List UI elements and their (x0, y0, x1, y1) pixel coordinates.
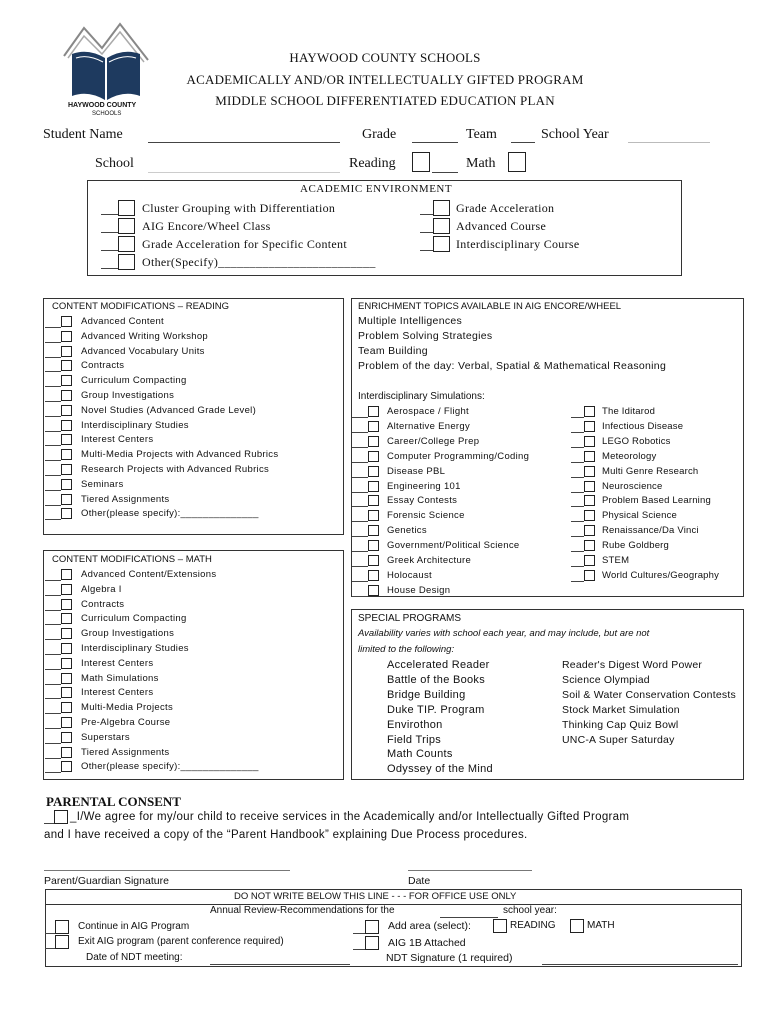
reading-item: Other(please specify):______________ (81, 508, 259, 520)
reading-item-blank[interactable] (45, 416, 61, 417)
math-item-checkbox[interactable] (61, 613, 72, 624)
math-item-checkbox[interactable] (61, 673, 72, 684)
math-item-checkbox[interactable] (61, 628, 72, 639)
simulation-left-blank[interactable] (352, 551, 368, 552)
simulation-left-item: Alternative Energy (387, 420, 471, 432)
simulation-left-item: Forensic Science (387, 510, 465, 522)
simulation-right-blank[interactable] (571, 477, 584, 478)
simulation-left-checkbox[interactable] (368, 451, 379, 462)
simulation-left-blank[interactable] (352, 521, 368, 522)
simulation-right-blank[interactable] (571, 581, 584, 582)
math-label: Math (466, 156, 496, 171)
simulation-left-checkbox[interactable] (368, 495, 379, 506)
math-item: Interdisciplinary Studies (81, 643, 189, 654)
student-name-label: Student Name (43, 127, 123, 142)
academic-right-item: Advanced Course (456, 219, 547, 233)
math-item-checkbox[interactable] (61, 643, 72, 654)
simulation-right-blank[interactable] (571, 447, 584, 448)
simulation-left-blank[interactable] (352, 447, 368, 448)
exit-aig-label: Exit AIG program (parent conference required) (78, 936, 284, 947)
math-item-blank[interactable] (45, 610, 61, 611)
simulation-right-checkbox[interactable] (584, 555, 595, 566)
special-program-right: Soil & Water Conservation Contests (562, 688, 736, 701)
math-item-blank[interactable] (45, 758, 61, 759)
simulation-right-item: The Iditarod (602, 406, 656, 417)
math-item-blank[interactable] (45, 728, 61, 729)
simulation-left-item: Computer Programming/Coding (387, 450, 530, 462)
math-item-blank[interactable] (45, 595, 61, 596)
office-title: DO NOT WRITE BELOW THIS LINE - - - FOR OFFICE USE ONLY (234, 891, 517, 902)
simulation-right-checkbox[interactable] (584, 495, 595, 506)
math-checkbox[interactable] (508, 152, 526, 172)
reading-item-checkbox[interactable] (61, 494, 72, 505)
reading-item: Seminars (81, 478, 124, 490)
simulation-right-item: LEGO Robotics (602, 435, 671, 447)
simulation-left-checkbox[interactable] (368, 406, 379, 417)
grade-label: Grade (362, 127, 397, 142)
add-area-blank[interactable] (353, 933, 365, 934)
add-math-checkbox[interactable] (570, 919, 584, 933)
simulation-left-item: Aerospace / Flight (387, 406, 469, 417)
reading-item-blank[interactable] (45, 431, 61, 432)
add-area-label: Add area (select): (388, 920, 471, 932)
ndt-signature-label: NDT Signature (1 required) (386, 952, 513, 964)
exit-aig-blank[interactable] (45, 948, 55, 949)
simulation-right-blank[interactable] (571, 462, 584, 463)
simulation-right-item: Meteorology (602, 450, 657, 462)
add-reading-checkbox[interactable] (493, 919, 507, 933)
reading-item-checkbox[interactable] (61, 346, 72, 357)
simulation-left-item: Essay Contests (387, 495, 458, 507)
academic-right-blank[interactable] (420, 214, 434, 215)
math-item-blank[interactable] (45, 772, 61, 773)
simulation-left-checkbox[interactable] (368, 570, 379, 581)
simulation-left-item: House Design (387, 584, 451, 596)
academic-right-checkbox[interactable] (433, 218, 450, 234)
reading-label: Reading (349, 156, 396, 171)
reading-item: Research Projects with Advanced Rubrics (81, 464, 270, 475)
enrichment-title: ENRICHMENT TOPICS AVAILABLE IN AIG ENCORE/WHEEL (358, 301, 622, 312)
parent-signature-label: Parent/Guardian Signature (44, 875, 169, 887)
math-title: CONTENT MODIFICATIONS – MATH (52, 554, 212, 565)
simulation-right-item: World Cultures/Geography (602, 569, 720, 581)
reading-item: Advanced Vocabulary Units (81, 345, 205, 357)
annual-review-label: Annual Review-Recommendations for the (210, 905, 395, 916)
simulation-right-blank[interactable] (571, 432, 584, 433)
simulation-right-checkbox[interactable] (584, 421, 595, 432)
math-item: Interest Centers (81, 657, 154, 669)
simulation-right-blank[interactable] (571, 492, 584, 493)
simulation-right-checkbox[interactable] (584, 540, 595, 551)
reading-item-checkbox[interactable] (61, 360, 72, 371)
reading-item: Curriculum Compacting (81, 375, 187, 387)
reading-item-checkbox[interactable] (61, 375, 72, 386)
reading-item-blank[interactable] (45, 327, 61, 328)
simulation-left-item: Government/Political Science (387, 540, 520, 552)
simulation-right-checkbox[interactable] (584, 451, 595, 462)
simulation-right-item: Neuroscience (602, 480, 663, 492)
reading-item-blank[interactable] (45, 386, 61, 387)
special-program-left: Battle of the Books (387, 673, 486, 686)
simulation-right-blank[interactable] (571, 536, 584, 537)
add-math-label: MATH (587, 920, 615, 931)
enrichment-topic: Problem Solving Strategies (358, 330, 493, 342)
reading-item-checkbox[interactable] (61, 508, 72, 519)
enrichment-topic: Multiple Intelligences (358, 315, 463, 327)
math-item-checkbox[interactable] (61, 569, 72, 580)
special-program-right: Science Olympiad (562, 673, 650, 686)
aig1b-blank[interactable] (353, 949, 365, 950)
math-item-blank[interactable] (45, 698, 61, 699)
math-item-checkbox[interactable] (61, 761, 72, 772)
reading-item-blank[interactable] (45, 475, 61, 476)
enrichment-topic: Problem of the day: Verbal, Spatial & Mathematical Reasoning (358, 360, 667, 372)
consent-line-1: _I/We agree for my/our child to receive services in the Academically and/or Intellectually Gifted Program (70, 811, 630, 823)
math-item-checkbox[interactable] (61, 747, 72, 758)
special-program-left: Math Counts (387, 748, 453, 761)
math-item: Superstars (81, 731, 130, 743)
academic-right-blank[interactable] (420, 250, 434, 251)
continue-aig-blank[interactable] (45, 933, 55, 934)
academic-left-checkbox[interactable] (118, 236, 135, 252)
simulation-right-item: Multi Genre Research (602, 465, 699, 477)
special-program-left: Accelerated Reader (387, 659, 490, 671)
math-item: Curriculum Compacting (81, 613, 187, 625)
simulation-right-checkbox[interactable] (584, 510, 595, 521)
academic-left-item: Other(Specify)_________________________ (142, 255, 376, 269)
reading-item-checkbox[interactable] (61, 331, 72, 342)
math-item: Contracts (81, 598, 125, 610)
special-program-left: Odyssey of the Mind (387, 763, 493, 776)
reading-checkbox[interactable] (412, 152, 430, 172)
reading-item: Advanced Writing Workshop (81, 330, 209, 342)
simulation-left-blank[interactable] (352, 462, 368, 463)
reading-item-blank[interactable] (45, 460, 61, 461)
reading-title: CONTENT MODIFICATIONS – READING (52, 301, 229, 312)
team-label: Team (466, 127, 497, 142)
ndt-signature-field[interactable] (542, 964, 738, 965)
special-program-left: Bridge Building (387, 688, 466, 701)
reading-field[interactable] (432, 172, 458, 173)
math-item-blank[interactable] (45, 624, 61, 625)
review-year-field[interactable] (440, 917, 498, 918)
simulation-left-blank[interactable] (352, 506, 368, 507)
reading-item: Tiered Assignments (81, 493, 170, 505)
consent-title: PARENTAL CONSENT (46, 794, 181, 809)
math-item: Pre-Algebra Course (81, 717, 171, 728)
simulation-left-blank[interactable] (352, 581, 368, 582)
academic-left-blank[interactable] (101, 268, 119, 269)
simulation-right-checkbox[interactable] (584, 466, 595, 477)
special-program-left: Field Trips (387, 733, 442, 746)
reading-item-checkbox[interactable] (61, 479, 72, 490)
parent-signature-field[interactable] (44, 870, 290, 871)
math-item-checkbox[interactable] (61, 702, 72, 713)
math-item-blank[interactable] (45, 580, 61, 581)
reading-item-blank[interactable] (45, 519, 61, 520)
simulation-left-item: Disease PBL (387, 465, 446, 477)
enrichment-topic: Team Building (358, 345, 428, 357)
simulation-left-item: Greek Architecture (387, 555, 472, 566)
simulation-left-item: Genetics (387, 525, 427, 537)
student-name-field[interactable] (148, 142, 340, 143)
simulation-right-blank[interactable] (571, 551, 584, 552)
math-item: Advanced Content/Extensions (81, 569, 217, 580)
reading-item-checkbox[interactable] (61, 405, 72, 416)
math-item: Algebra I (81, 583, 122, 595)
reading-item-blank[interactable] (45, 445, 61, 446)
simulation-right-item: Renaissance/Da Vinci (602, 525, 699, 537)
math-item-checkbox[interactable] (61, 717, 72, 728)
reading-item-checkbox[interactable] (61, 390, 72, 401)
special-program-left: Envirothon (387, 718, 443, 731)
special-program-right: Stock Market Simulation (562, 703, 680, 716)
simulation-left-item: Career/College Prep (387, 435, 480, 447)
math-item-blank[interactable] (45, 639, 61, 640)
header-line1: HAYWOOD COUNTY SCHOOLS (289, 50, 481, 65)
academic-right-blank[interactable] (420, 232, 434, 233)
simulation-right-item: Problem Based Learning (602, 495, 711, 507)
reading-item-blank[interactable] (45, 371, 61, 372)
academic-left-blank[interactable] (101, 214, 119, 215)
reading-item: Contracts (81, 360, 125, 372)
math-item: Group Investigations (81, 628, 175, 640)
simulation-left-blank[interactable] (352, 536, 368, 537)
simulation-left-blank[interactable] (352, 477, 368, 478)
simulation-right-item: Infectious Disease (602, 420, 684, 432)
academic-left-item: Grade Acceleration for Specific Content (142, 237, 347, 251)
reading-item: Advanced Content (81, 316, 164, 327)
aig1b-checkbox[interactable] (365, 936, 379, 950)
simulation-right-item: STEM (602, 555, 630, 566)
consent-date-label: Date (408, 875, 431, 887)
grade-field[interactable] (412, 142, 458, 143)
reading-item-checkbox[interactable] (61, 464, 72, 475)
ndt-date-label: Date of NDT meeting: (86, 952, 183, 963)
logo-subtext: SCHOOLS (92, 111, 122, 117)
school-logo (58, 18, 154, 122)
academic-left-item: AIG Encore/Wheel Class (142, 219, 271, 233)
simulation-left-checkbox[interactable] (368, 421, 379, 432)
school-label: School (95, 156, 134, 171)
math-item: Tiered Assignments (81, 746, 170, 758)
ndt-date-field[interactable] (210, 964, 350, 965)
simulation-left-checkbox[interactable] (368, 510, 379, 521)
simulation-right-checkbox[interactable] (584, 406, 595, 417)
math-item: Interest Centers (81, 687, 154, 699)
school-year-label: School Year (541, 127, 609, 142)
reading-item-checkbox[interactable] (61, 449, 72, 460)
academic-right-checkbox[interactable] (433, 236, 450, 252)
academic-right-item: Interdisciplinary Course (456, 237, 580, 251)
math-item: Math Simulations (81, 672, 159, 684)
academic-right-checkbox[interactable] (433, 200, 450, 216)
book-logo-icon (58, 18, 154, 106)
simulation-right-blank[interactable] (571, 521, 584, 522)
special-program-left: Duke TIP. Program (387, 703, 485, 716)
academic-title: ACADEMIC ENVIRONMENT (300, 183, 453, 195)
aig1b-label: AIG 1B Attached (388, 937, 466, 949)
reading-item-blank[interactable] (45, 401, 61, 402)
math-item-blank[interactable] (45, 684, 61, 685)
simulation-left-item: Holocaust (387, 569, 432, 581)
math-item-blank[interactable] (45, 654, 61, 655)
reading-item-blank[interactable] (45, 490, 61, 491)
simulation-left-checkbox[interactable] (368, 481, 379, 492)
special-program-right: UNC-A Super Saturday (562, 733, 675, 746)
school-year-field[interactable] (628, 142, 710, 143)
academic-left-blank[interactable] (101, 232, 119, 233)
simulation-left-blank[interactable] (352, 432, 368, 433)
consent-line-2: and I have received a copy of the “Parent Handbook” explaining Due Process procedures. (44, 829, 528, 841)
special-title: SPECIAL PROGRAMS (358, 613, 461, 624)
reading-item-blank[interactable] (45, 505, 61, 506)
reading-item-checkbox[interactable] (61, 420, 72, 431)
math-item-blank[interactable] (45, 669, 61, 670)
reading-item-checkbox[interactable] (61, 316, 72, 327)
header-line2: ACADEMICALLY AND/OR INTELLECTUALLY GIFTED PROGRAM (186, 72, 584, 87)
academic-left-item: Cluster Grouping with Differentiation (142, 201, 336, 215)
math-item-checkbox[interactable] (61, 584, 72, 595)
school-year-office-label: school year: (503, 905, 557, 916)
simulation-left-checkbox[interactable] (368, 540, 379, 551)
add-reading-label: READING (510, 920, 556, 931)
academic-left-blank[interactable] (101, 250, 119, 251)
special-note-2: limited to the following: (358, 644, 455, 655)
simulation-left-blank[interactable] (352, 417, 368, 418)
header-line3: MIDDLE SCHOOL DIFFERENTIATED EDUCATION PLAN (215, 93, 555, 108)
simulation-left-checkbox[interactable] (368, 525, 379, 536)
simulation-left-blank[interactable] (352, 492, 368, 493)
simulation-right-checkbox[interactable] (584, 481, 595, 492)
math-item-checkbox[interactable] (61, 599, 72, 610)
simulations-title: Interdisciplinary Simulations: (358, 391, 485, 402)
simulation-right-blank[interactable] (571, 417, 584, 418)
academic-left-checkbox[interactable] (118, 254, 135, 270)
simulation-left-blank[interactable] (352, 566, 368, 567)
special-program-right: Thinking Cap Quiz Bowl (562, 718, 679, 731)
simulation-right-blank[interactable] (571, 566, 584, 567)
math-item-checkbox[interactable] (61, 687, 72, 698)
simulation-right-item: Physical Science (602, 510, 678, 522)
academic-left-checkbox[interactable] (118, 218, 135, 234)
reading-item: Group Investigations (81, 390, 175, 401)
simulation-right-checkbox[interactable] (584, 436, 595, 447)
continue-aig-checkbox[interactable] (55, 920, 69, 934)
reading-item: Interdisciplinary Studies (81, 419, 189, 431)
reading-item: Multi-Media Projects with Advanced Rubrics (81, 449, 279, 461)
team-field[interactable] (511, 142, 535, 143)
logo-text: HAYWOOD COUNTY (68, 102, 137, 109)
simulation-left-item: Engineering 101 (387, 480, 461, 492)
consent-checkbox[interactable] (54, 810, 68, 824)
simulation-right-checkbox[interactable] (584, 525, 595, 536)
academic-left-checkbox[interactable] (118, 200, 135, 216)
add-area-checkbox[interactable] (365, 920, 379, 934)
simulation-left-checkbox[interactable] (368, 585, 379, 596)
reading-item-blank[interactable] (45, 342, 61, 343)
reading-item-checkbox[interactable] (61, 434, 72, 445)
simulation-left-checkbox[interactable] (368, 555, 379, 566)
simulation-right-blank[interactable] (571, 506, 584, 507)
simulation-right-checkbox[interactable] (584, 570, 595, 581)
simulation-left-blank[interactable] (352, 596, 368, 597)
enrichment-box (351, 298, 744, 597)
math-item-checkbox[interactable] (61, 658, 72, 669)
special-note-1: Availability varies with school each year, and may include, but are not (358, 628, 650, 639)
continue-aig-label: Continue in AIG Program (78, 921, 190, 932)
reading-item: Novel Studies (Advanced Grade Level) (81, 404, 257, 416)
simulation-left-checkbox[interactable] (368, 436, 379, 447)
academic-right-item: Grade Acceleration (456, 201, 555, 215)
simulation-right-item: Rube Goldberg (602, 540, 670, 552)
reading-item-blank[interactable] (45, 357, 61, 358)
exit-aig-checkbox[interactable] (55, 935, 69, 949)
special-program-right: Reader's Digest Word Power (562, 659, 703, 671)
school-field[interactable] (148, 172, 340, 173)
math-item-blank[interactable] (45, 713, 61, 714)
reading-item: Interest Centers (81, 434, 154, 446)
consent-initial-blank-1[interactable] (44, 823, 54, 824)
math-item-blank[interactable] (45, 743, 61, 744)
math-item: Multi-Media Projects (81, 702, 174, 714)
simulation-left-checkbox[interactable] (368, 466, 379, 477)
consent-date-field[interactable] (408, 870, 532, 871)
math-item: Other(please specify):______________ (81, 761, 259, 773)
math-item-checkbox[interactable] (61, 732, 72, 743)
